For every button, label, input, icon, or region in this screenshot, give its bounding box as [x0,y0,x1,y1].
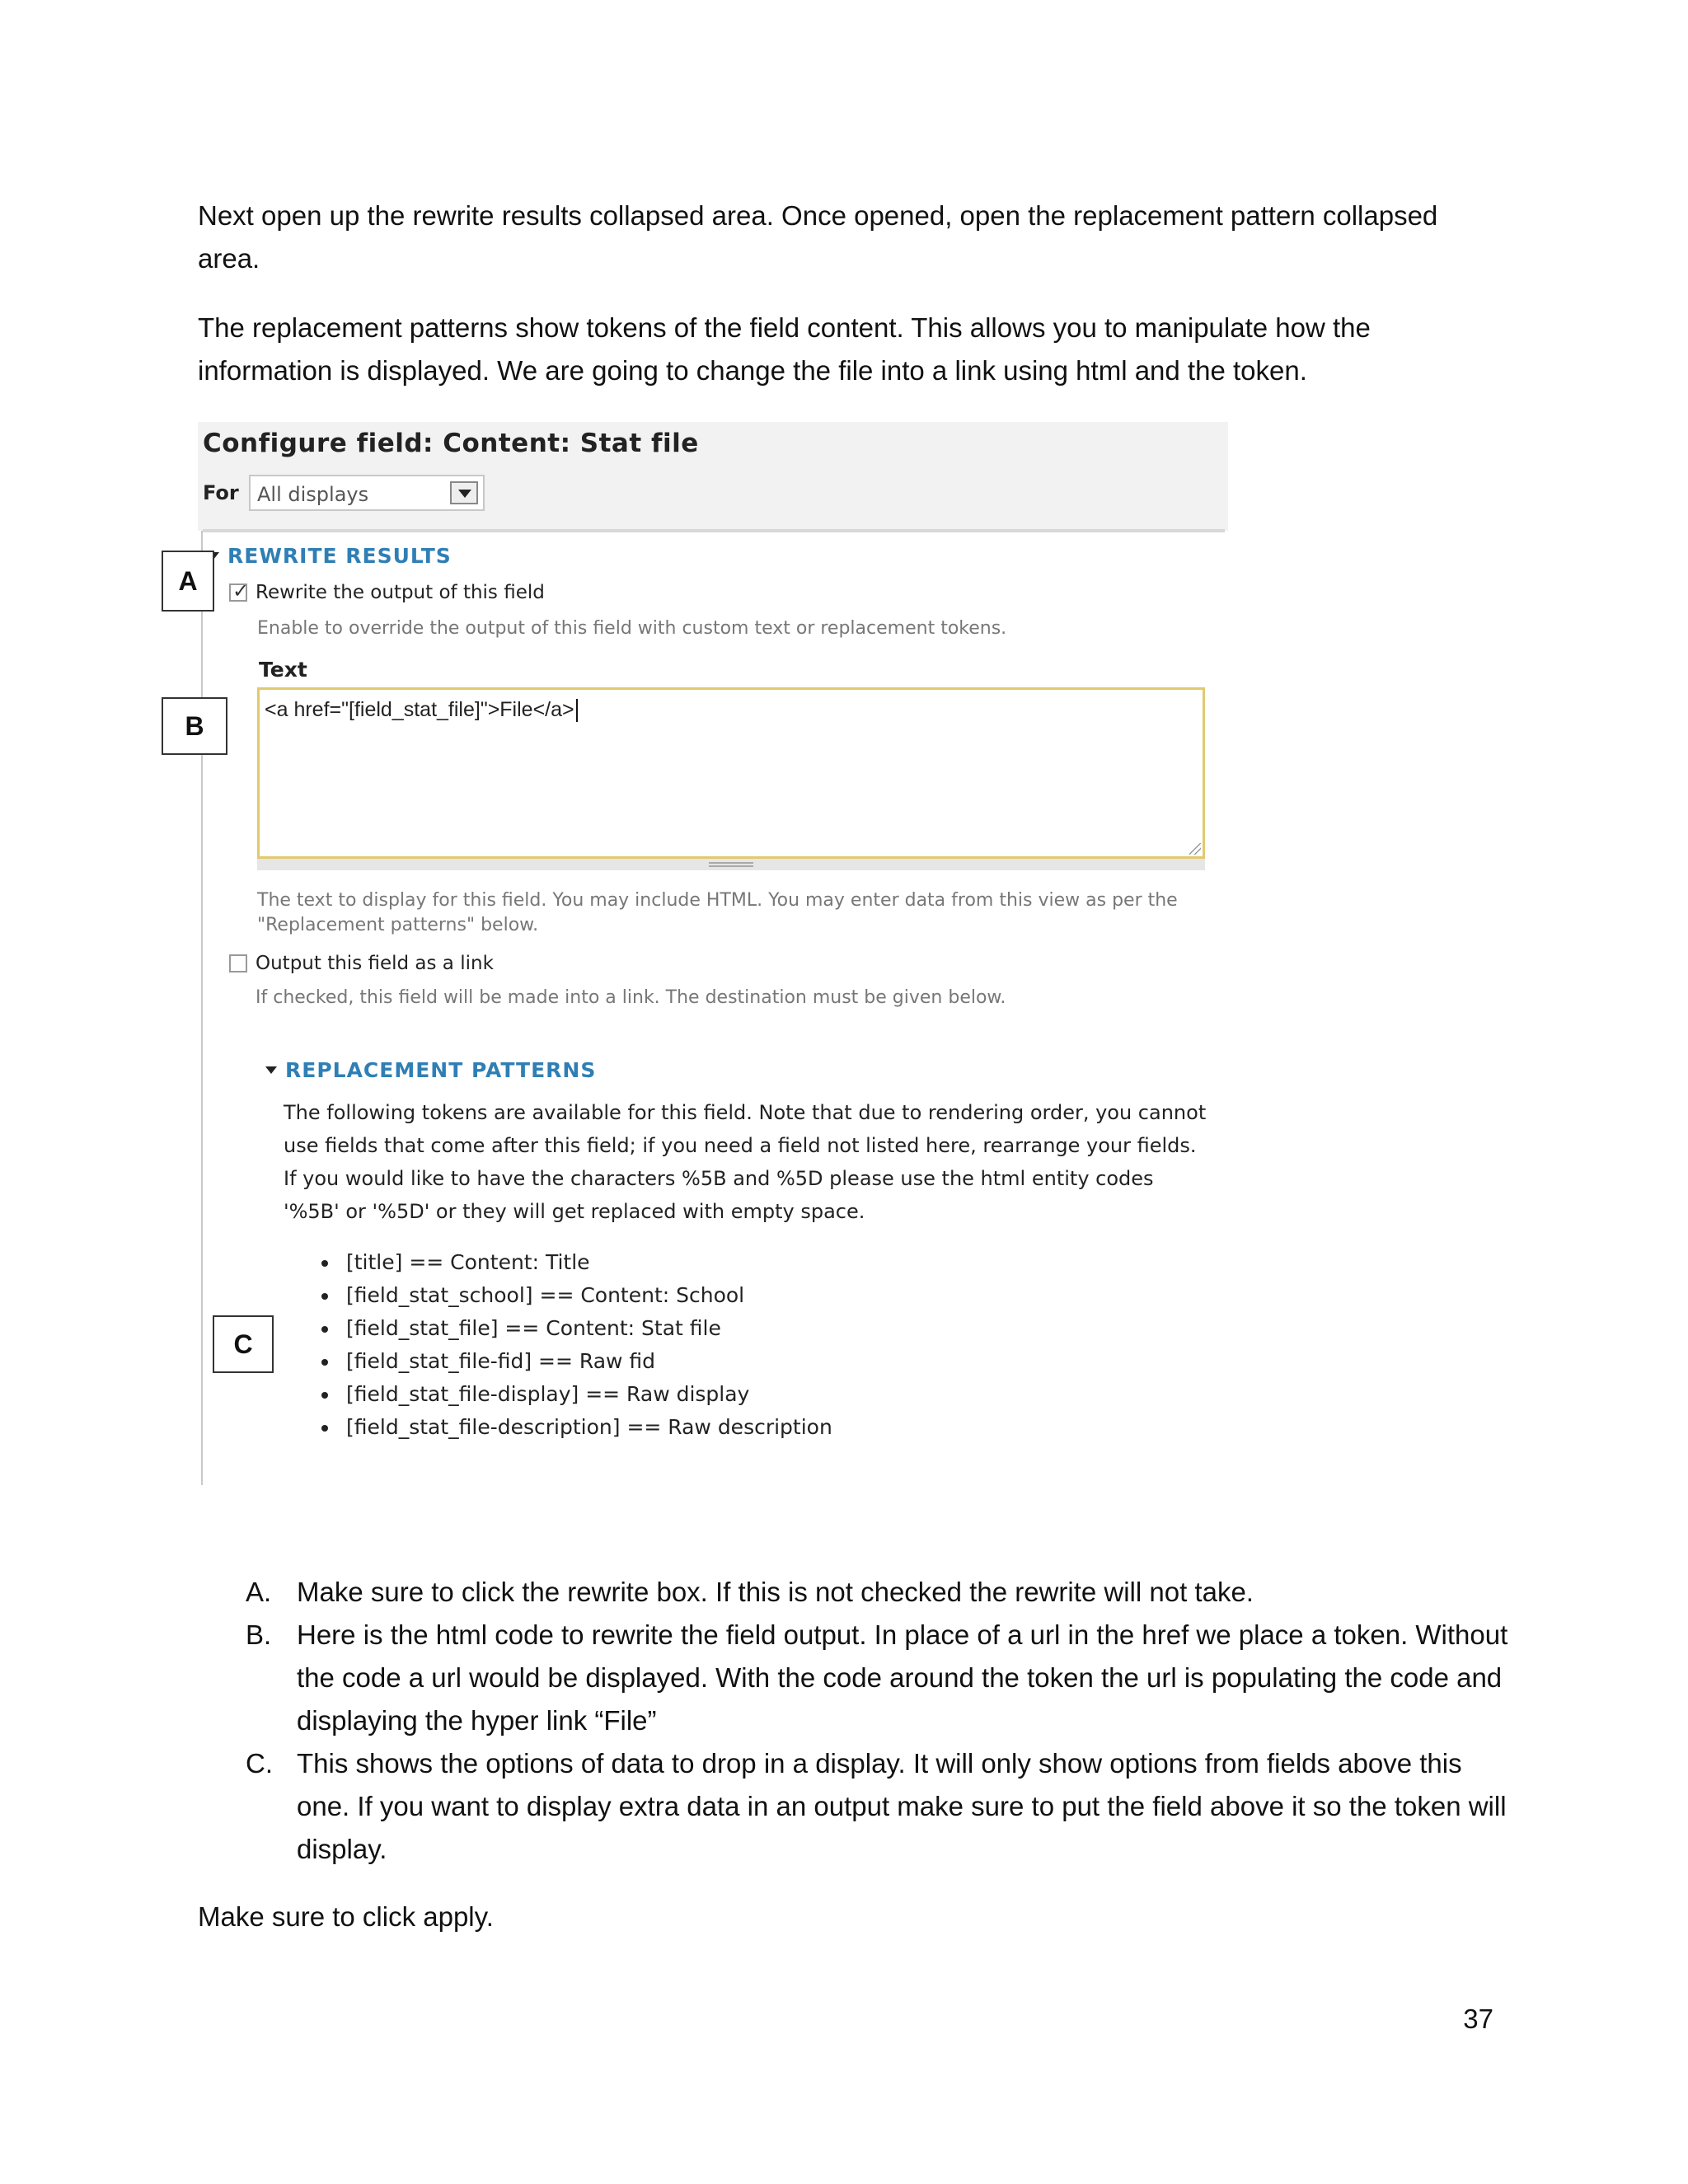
output-as-link-help: If checked, this field will be made into a link. The destination must be given below. [256,987,1006,1008]
text-field-help: The text to display for this field. You may include HTML. You may enter data from this view as per the "Replacement patterns" below. [257,890,1178,935]
fieldset-border [201,531,203,1485]
token-item: [field_stat_school] == Content: School [321,1279,832,1312]
callout-notes-list [246,1571,1515,1871]
callout-marker-b: B [162,697,227,755]
rewrite-output-checkbox[interactable] [229,579,250,602]
display-select[interactable] [249,475,485,511]
for-label: For [203,481,239,504]
token-list [321,1246,832,1444]
text-caret [576,699,578,722]
configure-field-screenshot [198,422,1228,1485]
replacement-patterns-description: The following tokens are available for this field. Note that due to rendering order, you cannot use fields that come after this field; if you need a field not listed here, rearrange your fields. If you would like to have the characters %5B and %5D please use the html entity codes '%5B' or '%5D' or they will get replaced with empty space. [284,1101,1207,1223]
drag-handle-icon[interactable] [709,862,753,867]
callout-marker-a: A [162,551,214,612]
page-number: 37 [1463,2004,1493,2034]
rewrite-text-value [265,698,578,722]
textarea-drag-bar[interactable] [257,859,1205,870]
resize-grip-icon[interactable] [1189,843,1201,855]
dialog-header [198,422,1228,531]
callout-marker-c: C [213,1315,274,1373]
collapse-triangle-icon[interactable] [265,1066,277,1074]
token-item: [field_stat_file-fid] == Raw fid [321,1345,832,1378]
note-text: This shows the options of data to drop in a display. It will only show options from fields above this one. If you want to display extra data in an output make sure to put the field above it so the token will display. [297,1748,1507,1864]
intro-paragraph-2: The replacement patterns show tokens of the field content. This allows you to manipulate how the information is displayed. We are going to change the file into a link using html and the token. [198,312,1371,386]
intro-paragraph-1: Next open up the rewrite results collapsed area. Once opened, open the replacement pattern collapsed area. [198,200,1438,274]
rewrite-output-label[interactable]: Rewrite the output of this field [256,582,545,603]
token-item: [title] == Content: Title [321,1246,832,1279]
note-letter: B. [246,1619,272,1650]
token-item: [field_stat_file-display] == Raw display [321,1378,832,1411]
display-select-value: All displays [257,483,369,506]
note-text: Here is the html code to rewrite the field output. In place of a url in the href we place a token. Without the code a url would be displayed. With the code around the token the url is populating the code and displaying the hyper link “File” [297,1619,1508,1736]
note-text: Make sure to click the rewrite box. If this is not checked the rewrite will not take. [297,1577,1254,1607]
note-item [246,1614,1515,1742]
header-divider [203,529,1225,532]
rewrite-output-help: Enable to override the output of this field with custom text or replacement tokens. [257,618,1007,639]
text-field-label: Text [259,658,307,682]
closing-instruction: Make sure to click apply. [198,1901,494,1932]
dropdown-arrow-icon[interactable] [450,481,478,504]
output-as-link-label[interactable]: Output this field as a link [256,953,494,974]
replacement-patterns-toggle[interactable]: REPLACEMENT PATTERNS [285,1058,597,1082]
note-item [246,1571,1515,1614]
output-as-link-checkbox[interactable] [229,954,247,972]
dialog-title: Configure field: Content: Stat file [203,429,699,458]
checkmark-icon: ✓ [232,579,250,602]
rewrite-results-toggle[interactable]: REWRITE RESULTS [227,544,452,568]
rewrite-text-area[interactable] [257,687,1205,859]
token-item: [field_stat_file] == Content: Stat file [321,1312,832,1345]
token-item: [field_stat_file-description] == Raw description [321,1411,832,1444]
rewrite-text-content: <a href="[field_stat_file]">File</a> [265,698,574,721]
note-letter: C. [246,1748,273,1779]
note-letter: A. [246,1577,272,1607]
note-item [246,1742,1515,1871]
